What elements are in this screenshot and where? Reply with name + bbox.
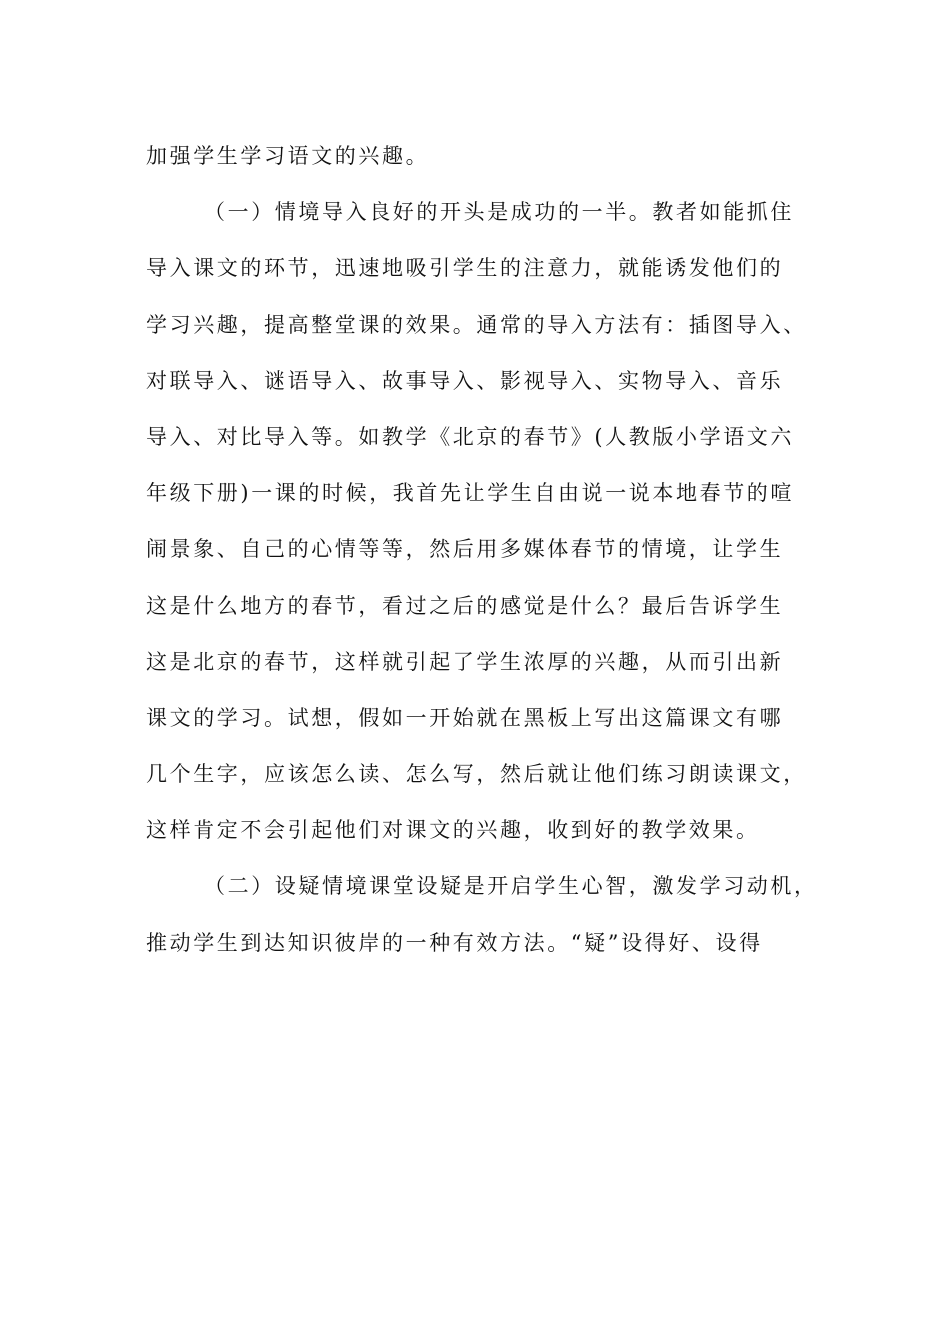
text-line: 学习兴趣，提高整堂课的效果。通常的导入方法有：插图导入、 <box>146 312 807 337</box>
text-line: 导入、对比导入等。如教学《北京的春节》(人教版小学语文六 <box>146 424 794 449</box>
text-line: 课文的学习。试想，假如一开始就在黑板上写出这篇课文有哪 <box>146 705 784 730</box>
text-line: 导入课文的环节，迅速地吸引学生的注意力，就能诱发他们的 <box>146 256 784 281</box>
body-text <box>146 128 818 971</box>
text-line: 对联导入、谜语导入、故事导入、影视导入、实物导入、音乐 <box>146 368 784 393</box>
text-line: 这是什么地方的春节，看过之后的感觉是什么？最后告诉学生 <box>146 593 784 618</box>
paragraph-first-line: （一）情境导入良好的开头是成功的一半。教者如能抓住 <box>204 200 794 225</box>
text-line: 这样肯定不会引起他们对课文的兴趣，收到好的教学效果。 <box>146 818 760 843</box>
text-line: 推动学生到达知识彼岸的一种有效方法。“疑”设得好、设得 <box>146 930 763 955</box>
text-line: 年级下册)一课的时候，我首先让学生自由说一说本地春节的喧 <box>146 481 794 506</box>
text-line: 加强学生学习语文的兴趣。 <box>146 144 430 168</box>
text-line: 这是北京的春节，这样就引起了学生浓厚的兴趣，从而引出新 <box>146 649 784 674</box>
paragraph-first-line: （二）设疑情境课堂设疑是开启学生心智，激发学习动机， <box>204 874 818 899</box>
text-line: 闹景象、自己的心情等等，然后用多媒体春节的情境，让学生 <box>146 537 784 562</box>
text-line: 几个生字，应该怎么读、怎么写，然后就让他们练习朗读课文， <box>146 762 807 787</box>
